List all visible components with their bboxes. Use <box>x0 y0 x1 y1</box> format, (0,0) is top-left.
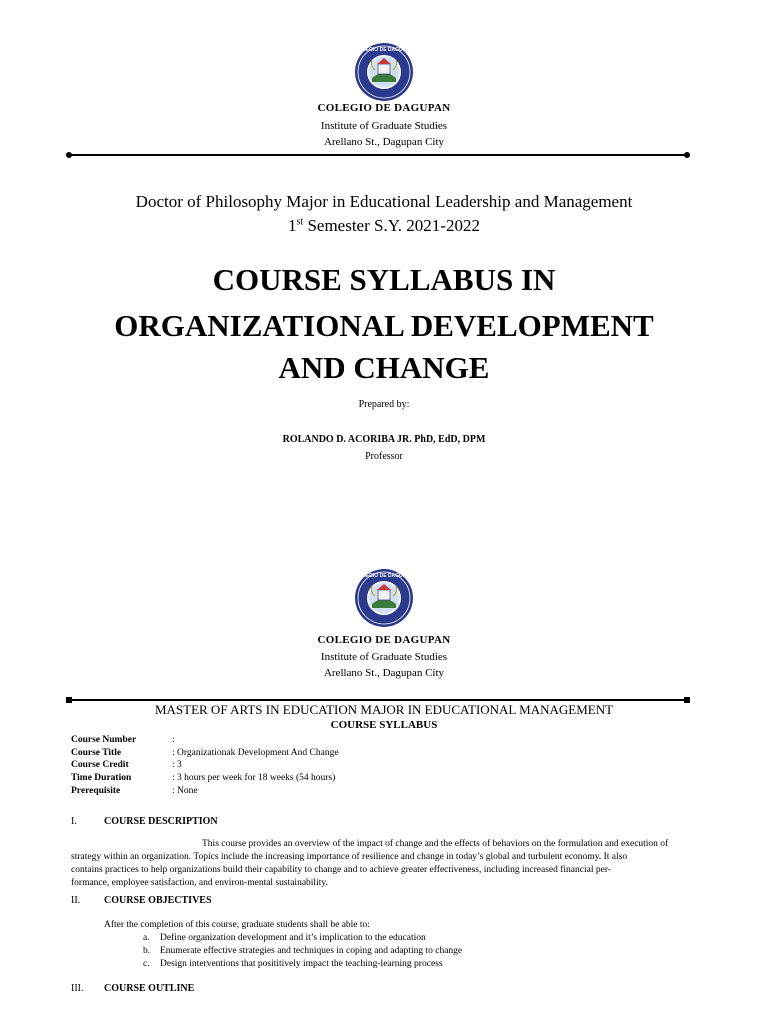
course-number-label: Course Number <box>71 735 137 745</box>
prerequisite-label: Prerequisite <box>71 786 121 796</box>
section-3-number: III. <box>71 983 84 994</box>
time-duration-label: Time Duration <box>71 773 132 783</box>
time-duration-value: : 3 hours per week for 18 weeks (54 hours) <box>172 773 336 783</box>
objective-a-marker: a. <box>143 933 150 943</box>
institution-name: COLEGIO DE DAGUPAN <box>317 102 451 114</box>
college-seal-logo-2 <box>354 568 414 628</box>
objective-b-marker: b. <box>143 946 151 956</box>
section-1-number: I. <box>71 816 77 827</box>
section-2-title: COURSE OBJECTIVES <box>104 895 212 906</box>
author-role: Professor <box>365 451 403 462</box>
prepared-by-label: Prepared by: <box>358 399 410 410</box>
prerequisite-value: : None <box>172 786 198 796</box>
svg-text:COLEGIO DE DAGUPAN: COLEGIO DE DAGUPAN <box>355 573 413 579</box>
section-3-title: COURSE OUTLINE <box>104 983 195 994</box>
course-title-line-2: ORGANIZATIONAL DEVELOPMENT <box>114 308 654 343</box>
objective-c-text: Design interventions that posititively impact the teaching-learning process <box>160 959 443 969</box>
description-line-3: contains practices to help organizations build their capability to change and to achieve greater effectiveness, including increased financial per- <box>71 865 611 875</box>
program-title: Doctor of Philosophy Major in Educational Leadership and Management <box>135 192 633 211</box>
syllabus-subtitle: COURSE SYLLABUS <box>330 719 438 731</box>
description-line-4: formance, employee satisfaction, and environ-mental sustainability. <box>71 878 328 888</box>
section-2-number: II. <box>71 895 81 906</box>
objective-a-text: Define organization development and it’s implication to the education <box>160 933 426 943</box>
course-number-value: : <box>172 735 175 745</box>
semester-ordinal: 1 <box>288 216 297 235</box>
institution-address-2: Arellano St., Dagupan City <box>323 667 445 679</box>
institute-name-2: Institute of Graduate Studies <box>320 651 448 663</box>
section-1-title: COURSE DESCRIPTION <box>104 816 218 827</box>
objectives-intro: After the completion of this course, graduate students shall be able to: <box>104 920 370 930</box>
objective-b-text: Enumerate effective strategies and techniques in coping and adapting to change <box>160 946 463 956</box>
institution-name-2: COLEGIO DE DAGUPAN <box>317 634 451 646</box>
rule-right-dot <box>684 152 690 158</box>
course-credit-value: : 3 <box>172 760 182 770</box>
course-title-label: Course Title <box>71 748 122 758</box>
course-credit-label: Course Credit <box>71 760 129 770</box>
header-divider-2 <box>70 699 688 701</box>
college-seal-logo <box>354 42 414 102</box>
svg-text:COLEGIO DE DAGUPAN: COLEGIO DE DAGUPAN <box>355 47 413 53</box>
course-title-line-3: AND CHANGE <box>278 350 490 385</box>
header-divider <box>70 154 688 156</box>
objective-c-marker: c. <box>143 959 150 969</box>
description-line-1: This course provides an overview of the impact of change and the effects of behaviors on the formulation and execution of <box>202 839 669 849</box>
institute-name: Institute of Graduate Studies <box>320 120 448 132</box>
author-name: ROLANDO D. ACORIBA JR. PhD, EdD, DPM <box>282 434 486 445</box>
semester-text: Semester S.Y. 2021-2022 <box>303 216 480 235</box>
description-line-2: strategy within an organization. Topics include the increasing importance of resilience and change in today’s global and turbulent economy. It also <box>71 852 628 862</box>
semester-suffix: st <box>296 216 304 228</box>
institution-address: Arellano St., Dagupan City <box>323 136 445 148</box>
course-title-line-1: COURSE SYLLABUS IN <box>212 262 556 297</box>
semester-line <box>0 216 768 236</box>
course-title-value: : Organizationak Development And Change <box>172 748 339 758</box>
ma-program-title: MASTER OF ARTS IN EDUCATION MAJOR IN EDUCATIONAL MANAGEMENT <box>154 702 614 717</box>
